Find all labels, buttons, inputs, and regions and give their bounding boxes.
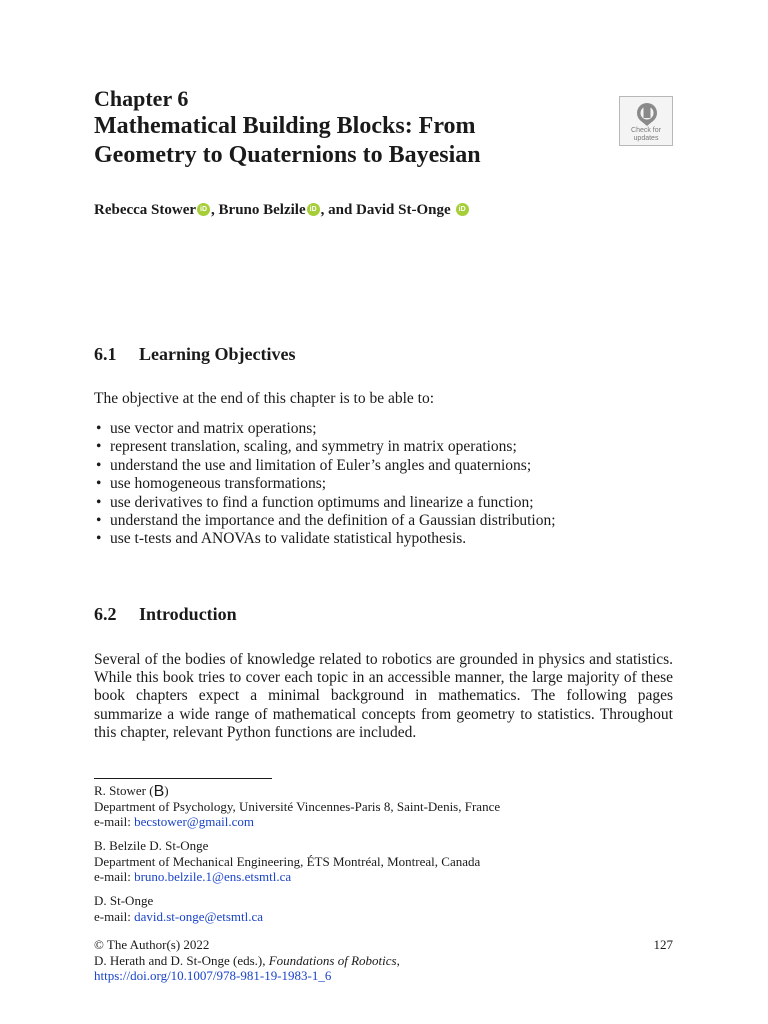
email-link[interactable]: becstower@gmail.com	[134, 814, 254, 829]
author-list	[94, 202, 470, 219]
orcid-icon[interactable]: iD	[456, 203, 469, 216]
footnote-belzile	[94, 838, 480, 885]
section-number: 6.1	[94, 344, 117, 364]
orcid-icon[interactable]: iD	[307, 203, 320, 216]
chapter-title-line-1: Mathematical Building Blocks: From	[94, 113, 476, 139]
footnote-email-line: e-mail: becstower@gmail.com	[94, 814, 254, 829]
author-name: , Bruno Belzile	[211, 202, 306, 218]
list-item: • use vector and matrix operations;	[94, 420, 694, 438]
introduction-paragraph: Several of the bodies of knowledge related to robotics are grounded in physics and statistics. While this book tries to cover each topic in an accessible manner, the large majority of these book chapters expect a minimal background in mathematics. The following pages summarize a wide range of mathematical concepts from geometry to statistics. Throughout this chapter, relevant Python functions are included.	[94, 651, 673, 741]
copyright-block	[94, 937, 400, 984]
check-for-updates-badge[interactable]	[619, 96, 673, 146]
footnote-stonge	[94, 893, 263, 924]
list-item: • understand the importance and the definition of a Gaussian distribution;	[94, 512, 694, 530]
section-title: Introduction	[139, 604, 237, 624]
footnote-affiliation: Department of Mechanical Engineering, ÉTS Montréal, Montreal, Canada	[94, 853, 481, 869]
list-item: • use derivatives to find a function optimums and linearize a function;	[94, 494, 694, 512]
book-title: Foundations of Robotics	[268, 952, 397, 968]
section-title: Learning Objectives	[139, 344, 296, 364]
chapter-title	[94, 112, 594, 170]
author-name: , and David St-Onge	[320, 202, 451, 218]
chapter-label: Chapter 6	[94, 86, 189, 111]
check-updates-text: Check for updates	[631, 127, 661, 142]
list-item: • understand the use and limitation of Euler’s angles and quaternions;	[94, 457, 694, 475]
email-link[interactable]: bruno.belzile.1@ens.etsmtl.ca	[134, 869, 292, 884]
footnote-affiliation: Department of Psychology, Université Vincennes-Paris 8, Saint-Denis, France	[94, 798, 501, 814]
copyright-line: © The Author(s) 2022	[94, 937, 210, 952]
objectives-list	[94, 420, 694, 549]
email-link[interactable]: david.st-onge@etsmtl.ca	[134, 908, 264, 924]
list-item: • use homogeneous transformations;	[94, 475, 694, 493]
objectives-intro: The objective at the end of this chapter is to be able to:	[94, 390, 435, 407]
footnote-author: B. Belzile D. St-Onge	[94, 838, 209, 853]
list-item: • use t-tests and ANOVAs to validate statistical hypothesis.	[94, 530, 694, 548]
check-updates-icon	[635, 101, 659, 127]
section-number: 6.2	[94, 604, 117, 624]
footnote-stower	[94, 783, 500, 830]
section-heading-introduction	[94, 604, 237, 625]
footnote-email-line: e-mail: david.st-onge@etsmtl.ca	[94, 908, 264, 924]
section-heading-learning-objectives	[94, 344, 295, 365]
citation-line: D. Herath and D. St-Onge (eds.), Foundations of Robotics,	[94, 952, 400, 968]
footnote-author: R. Stower (B)	[94, 783, 169, 800]
page-number: 127	[653, 937, 673, 952]
corresponding-author-icon: B	[153, 783, 165, 800]
footnote-email-line: e-mail: bruno.belzile.1@ens.etsmtl.ca	[94, 869, 292, 884]
footnote-divider	[94, 778, 272, 779]
doi-link[interactable]: https://doi.org/10.1007/978-981-19-1983-1_6	[94, 968, 332, 983]
orcid-icon[interactable]: iD	[197, 203, 210, 216]
list-item: • represent translation, scaling, and symmetry in matrix operations;	[94, 438, 694, 456]
chapter-title-line-2: Geometry to Quaternions to Bayesian	[94, 142, 481, 168]
author-name: Rebecca Stower	[94, 202, 197, 218]
footnote-author: D. St-Onge	[94, 893, 154, 908]
